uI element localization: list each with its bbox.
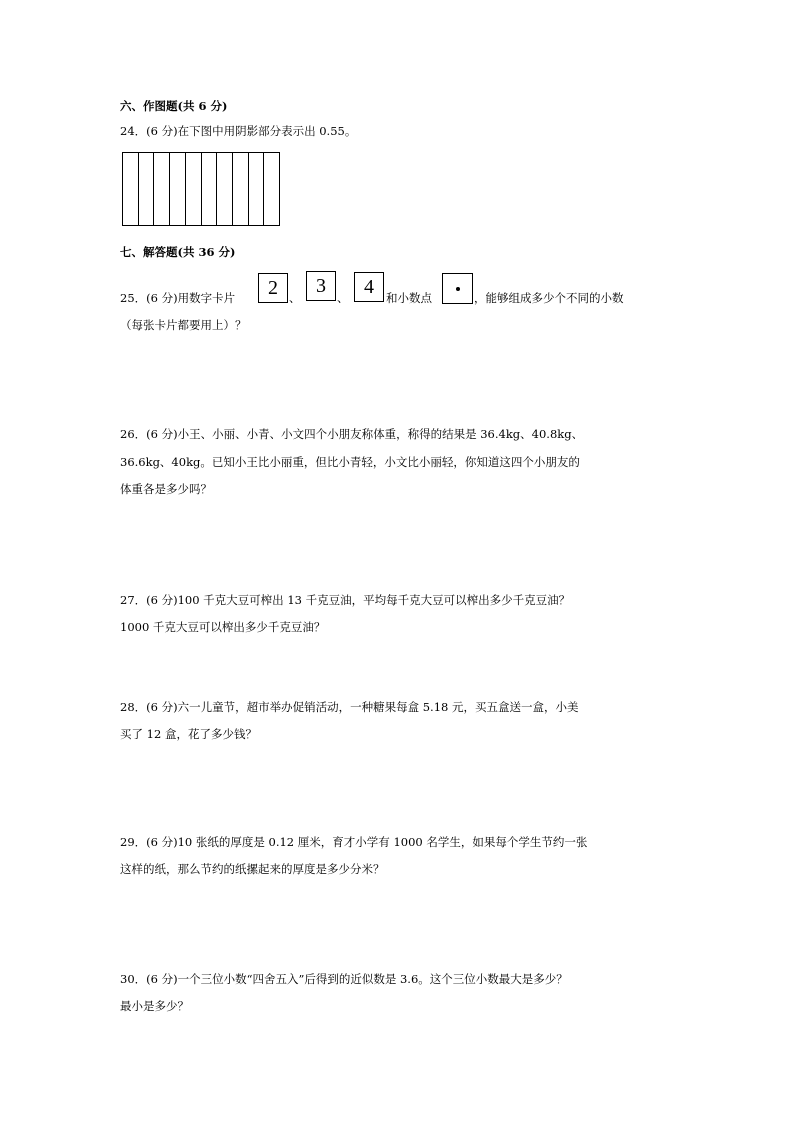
question-25-prefix: 25．(6 分)用数字卡片 [120,291,236,305]
question-26-line-3: 体重各是多少吗？ [120,482,212,496]
grid-column-cell[interactable] [249,153,265,225]
question-24-text: 24．(6 分)在下图中用阴影部分表示出 0.55。 [120,124,357,138]
grid-column-cell[interactable] [202,153,218,225]
grid-column-cell[interactable] [154,153,170,225]
and-decimal-point-text: 和小数点 [386,291,432,305]
card-separator: 、 [337,291,349,305]
card-separator: 、 [289,291,301,305]
question-29-line-2: 这样的纸，那么节约的纸摞起来的厚度是多少分米？ [120,862,385,876]
question-27-line-1: 27．(6 分)100 千克大豆可榨出 13 千克豆油，平均每千克大豆可以榨出多少千克豆油？ [120,593,571,607]
decimal-point-card [442,273,473,304]
digit-card-3: 3 [306,271,336,301]
grid-column-cell[interactable] [264,153,279,225]
question-30-line-1: 30．(6 分)一个三位小数“四舍五入”后得到的近似数是 3.6。这个三位小数最大是多少？ [120,972,568,986]
question-25-line-2: （每张卡片都要用上）？ [120,318,247,332]
shading-grid[interactable] [122,152,280,226]
grid-column-cell[interactable] [186,153,202,225]
question-26-line-2: 36.6kg、40kg。已知小王比小丽重，但比小青轻，小文比小丽轻，你知道这四个小朋友的 [120,455,580,469]
grid-column-cell[interactable] [123,153,139,225]
grid-column-cell[interactable] [233,153,249,225]
question-29-line-1: 29．(6 分)10 张纸的厚度是 0.12 厘米，育才小学有 1000 名学生，如果每个学生节约一张 [120,835,588,849]
question-30-line-2: 最小是多少？ [120,999,189,1013]
decimal-point-dot [456,287,460,291]
question-26-line-1: 26．(6 分)小王、小丽、小青、小文四个小朋友称体重，称得的结果是 36.4kg、40.8kg、 [120,427,584,441]
grid-column-cell[interactable] [139,153,155,225]
grid-column-cell[interactable] [170,153,186,225]
digit-card-4: 4 [354,272,384,302]
digit-card-2: 2 [258,273,288,303]
question-27-line-2: 1000 千克大豆可以榨出多少千克豆油？ [120,620,326,634]
grid-column-cell[interactable] [217,153,233,225]
section-6-title: 六、作图题(共 6 分) [120,99,228,113]
question-28-line-1: 28．(6 分)六一儿童节，超市举办促销活动，一种糖果每盒 5.18 元，买五盒送一盒，小美 [120,700,579,714]
section-7-title: 七、解答题(共 36 分) [120,245,236,259]
question-28-line-2: 买了 12 盒，花了多少钱？ [120,727,257,741]
question-25-suffix: ，能够组成多少个不同的小数 [474,291,624,305]
